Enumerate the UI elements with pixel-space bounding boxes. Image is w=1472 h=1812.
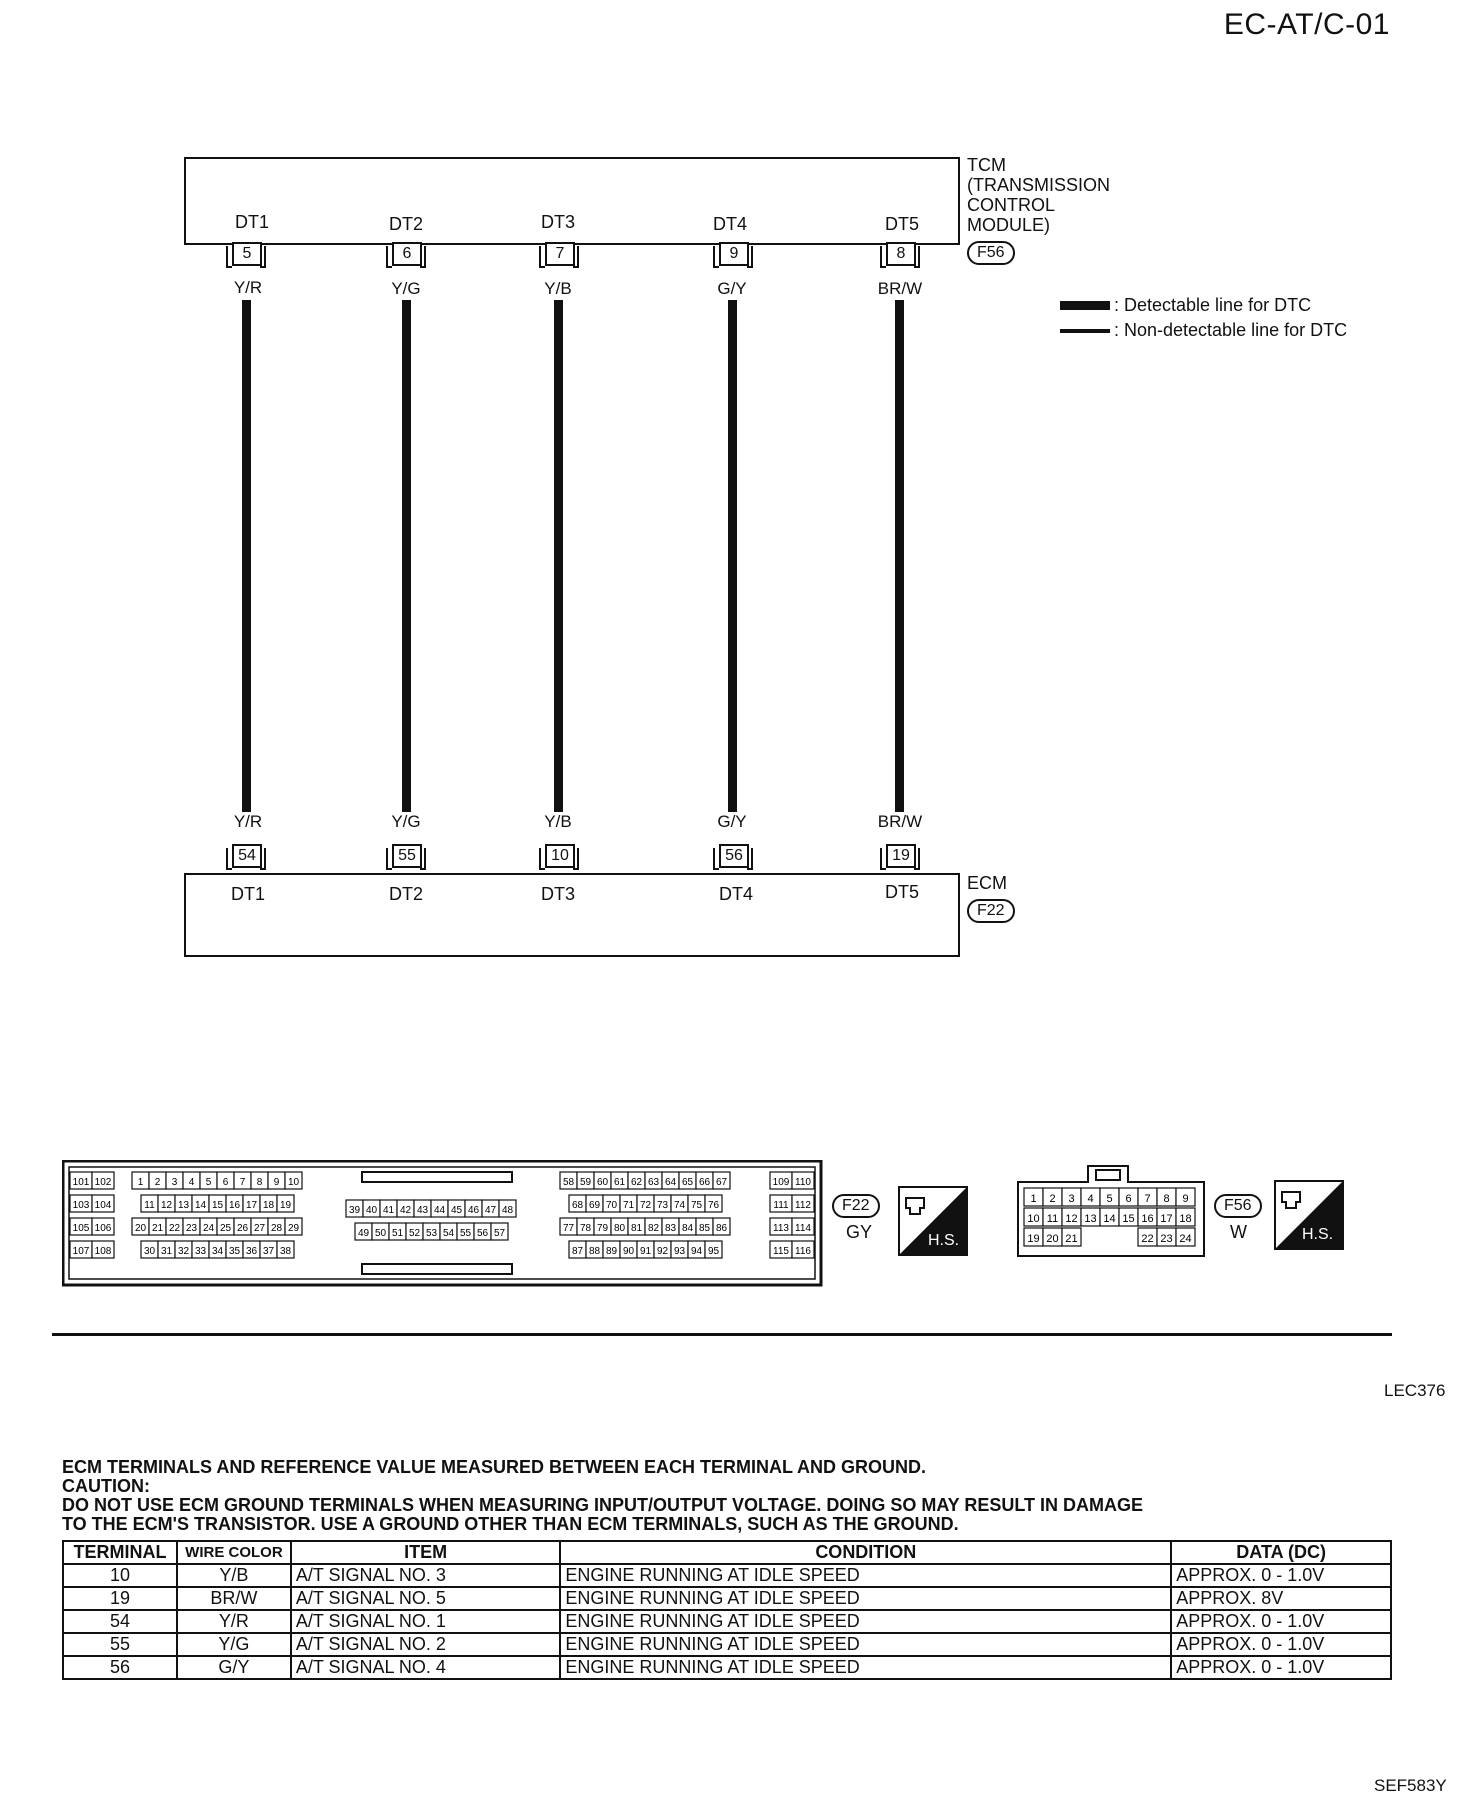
table-row bbox=[63, 1587, 1391, 1610]
tcm-label-line: MODULE) bbox=[967, 215, 1051, 235]
cavity-number: 70 bbox=[605, 1200, 618, 1211]
cavity-number: 8 bbox=[1163, 1193, 1170, 1205]
cavity-number: 26 bbox=[236, 1223, 249, 1234]
cavity-number: 110 bbox=[795, 1177, 811, 1188]
cell-terminal: 56 bbox=[63, 1656, 177, 1679]
terminal-number: 56 bbox=[719, 844, 749, 868]
figure-code-sef: SEF583Y bbox=[1374, 1776, 1447, 1795]
cavity-number: 4 bbox=[1087, 1193, 1094, 1205]
tcm-pin-name: DT4 bbox=[712, 214, 747, 234]
cavity-number: 24 bbox=[202, 1223, 215, 1234]
cavity-number: 67 bbox=[715, 1177, 728, 1188]
cavity-number: 103 bbox=[72, 1200, 90, 1211]
cavity-number: 88 bbox=[588, 1246, 601, 1257]
cell-item: A/T SIGNAL NO. 2 bbox=[291, 1633, 561, 1656]
cell-condition: ENGINE RUNNING AT IDLE SPEED bbox=[560, 1656, 1171, 1679]
cavity-number: 18 bbox=[262, 1200, 275, 1211]
cavity-number: 9 bbox=[273, 1177, 280, 1188]
cavity-number: 20 bbox=[134, 1223, 147, 1234]
cavity-number: 45 bbox=[450, 1205, 463, 1216]
tcm-connector-id: F56 bbox=[967, 241, 1015, 265]
tcm-label-line: CONTROL bbox=[967, 195, 1056, 215]
tcm-terminal bbox=[226, 242, 266, 268]
cavity-number: 2 bbox=[154, 1177, 161, 1188]
cavity-number: 59 bbox=[579, 1177, 592, 1188]
ecm-connector-face-diagram bbox=[62, 1160, 824, 1288]
cavity-number: 111 bbox=[773, 1200, 789, 1211]
wire-dt4 bbox=[728, 300, 737, 812]
f22-color: GY bbox=[846, 1222, 873, 1242]
notes-warning-2: TO THE ECM'S TRANSISTOR. USE A GROUND OTHER THAN ECM TERMINALS, SUCH AS THE GROUND. bbox=[62, 1514, 959, 1534]
cell-data: APPROX. 0 - 1.0V bbox=[1171, 1610, 1391, 1633]
cavity-number: 8 bbox=[256, 1177, 263, 1188]
f22-connector-id: F22 bbox=[832, 1194, 880, 1218]
terminal-number: 9 bbox=[719, 242, 749, 266]
cavity-number: 21 bbox=[1065, 1233, 1078, 1245]
cavity-number: 23 bbox=[1160, 1233, 1173, 1245]
cavity-number: 31 bbox=[160, 1246, 173, 1257]
wire-color-label: Y/R bbox=[233, 812, 263, 831]
ecm-terminal-table bbox=[62, 1540, 1392, 1680]
cavity-number: 3 bbox=[171, 1177, 178, 1188]
cavity-number: 86 bbox=[715, 1223, 728, 1234]
cavity-number: 25 bbox=[219, 1223, 232, 1234]
cavity-number: 22 bbox=[168, 1223, 181, 1234]
wire-dt3 bbox=[554, 300, 563, 812]
cavity-number: 10 bbox=[1027, 1213, 1040, 1225]
cavity-number: 23 bbox=[185, 1223, 198, 1234]
terminal-number: 7 bbox=[545, 242, 575, 266]
cavity-number: 12 bbox=[1065, 1213, 1078, 1225]
cavity-number: 5 bbox=[205, 1177, 212, 1188]
cell-wire-color: Y/B bbox=[177, 1564, 291, 1587]
terminal-number: 10 bbox=[545, 844, 575, 868]
tcm-terminal bbox=[880, 242, 920, 268]
cavity-number: 11 bbox=[1046, 1213, 1059, 1225]
tcm-terminal bbox=[539, 242, 579, 268]
wire-color-label: Y/G bbox=[391, 279, 421, 298]
wire-color-label: G/Y bbox=[717, 279, 747, 298]
cavity-number: 17 bbox=[1160, 1213, 1173, 1225]
cavity-number: 37 bbox=[262, 1246, 275, 1257]
terminal-number: 5 bbox=[232, 242, 262, 266]
cavity-number: 82 bbox=[647, 1223, 660, 1234]
cavity-number: 60 bbox=[596, 1177, 609, 1188]
cavity-number: 108 bbox=[94, 1246, 112, 1257]
legend-text: : Non-detectable line for DTC bbox=[1114, 320, 1348, 340]
cavity-number: 116 bbox=[795, 1246, 811, 1257]
cell-data: APPROX. 0 - 1.0V bbox=[1171, 1656, 1391, 1679]
cavity-number: 63 bbox=[647, 1177, 660, 1188]
cavity-number: 15 bbox=[211, 1200, 224, 1211]
wire-dt1 bbox=[242, 300, 251, 812]
cavity-number: 35 bbox=[228, 1246, 241, 1257]
cavity-number: 91 bbox=[639, 1246, 652, 1257]
cavity-number: 29 bbox=[287, 1223, 300, 1234]
cell-data: APPROX. 0 - 1.0V bbox=[1171, 1564, 1391, 1587]
tcm-pin-name: DT3 bbox=[540, 212, 575, 232]
header-item: ITEM bbox=[291, 1541, 561, 1564]
tcm-label-line: TCM bbox=[967, 155, 1006, 175]
cavity-number: 53 bbox=[425, 1228, 438, 1239]
cavity-number: 2 bbox=[1049, 1193, 1056, 1205]
cavity-number: 72 bbox=[639, 1200, 652, 1211]
wire-color-label: G/Y bbox=[717, 812, 747, 831]
cavity-number: 32 bbox=[177, 1246, 190, 1257]
cavity-number: 66 bbox=[698, 1177, 711, 1188]
cavity-number: 13 bbox=[177, 1200, 190, 1211]
cell-data: APPROX. 8V bbox=[1171, 1587, 1391, 1610]
cavity-number: 71 bbox=[622, 1200, 635, 1211]
cavity-number: 84 bbox=[681, 1223, 694, 1234]
cavity-number: 114 bbox=[795, 1223, 811, 1234]
header-wire-color: WIRE COLOR bbox=[177, 1541, 291, 1564]
f56-connector-id: F56 bbox=[1214, 1194, 1262, 1218]
cavity-number: 90 bbox=[622, 1246, 635, 1257]
legend-thin-line bbox=[1060, 329, 1110, 333]
tcm-label-line: (TRANSMISSION bbox=[967, 175, 1111, 195]
cavity-number: 3 bbox=[1068, 1193, 1075, 1205]
cavity-number: 47 bbox=[484, 1205, 497, 1216]
cavity-number: 107 bbox=[72, 1246, 90, 1257]
section-divider bbox=[52, 1333, 1392, 1336]
tcm-terminal bbox=[386, 242, 426, 268]
cell-condition: ENGINE RUNNING AT IDLE SPEED bbox=[560, 1587, 1171, 1610]
wire-dt5 bbox=[895, 300, 904, 812]
wire-color-label: BR/W bbox=[877, 812, 923, 831]
cavity-number: 20 bbox=[1046, 1233, 1059, 1245]
cavity-number: 9 bbox=[1182, 1193, 1189, 1205]
cell-condition: ENGINE RUNNING AT IDLE SPEED bbox=[560, 1633, 1171, 1656]
cavity-number: 48 bbox=[501, 1205, 514, 1216]
terminal-number: 54 bbox=[232, 844, 262, 868]
cavity-number: 11 bbox=[144, 1200, 155, 1211]
cavity-number: 16 bbox=[228, 1200, 241, 1211]
cavity-number: 28 bbox=[270, 1223, 283, 1234]
legend-text: : Detectable line for DTC bbox=[1114, 295, 1312, 315]
cavity-number: 79 bbox=[596, 1223, 609, 1234]
cavity-number: 95 bbox=[707, 1246, 720, 1257]
cavity-number: 44 bbox=[433, 1205, 446, 1216]
tcm-label bbox=[967, 155, 1110, 235]
f56-color: W bbox=[1230, 1222, 1247, 1242]
cavity-number: 101 bbox=[72, 1177, 90, 1188]
cavity-number: 42 bbox=[399, 1205, 412, 1216]
cell-terminal: 55 bbox=[63, 1633, 177, 1656]
ecm-pin-name: DT5 bbox=[884, 882, 919, 902]
cavity-number: 10 bbox=[287, 1177, 300, 1188]
notes-warning-1: DO NOT USE ECM GROUND TERMINALS WHEN MEASURING INPUT/OUTPUT VOLTAGE. DOING SO MAY RESULT IN DAMAGE bbox=[62, 1495, 1144, 1515]
ecm-pin-name: DT3 bbox=[540, 884, 575, 904]
cavity-number: 77 bbox=[562, 1223, 575, 1234]
terminal-number: 55 bbox=[392, 844, 422, 868]
cavity-number: 80 bbox=[613, 1223, 626, 1234]
f56-badge: H.S. bbox=[1302, 1226, 1334, 1243]
ecm-pin-name: DT4 bbox=[718, 884, 753, 904]
tcm-pin-name: DT1 bbox=[234, 212, 269, 232]
cavity-number: 112 bbox=[795, 1200, 811, 1211]
tcm-pin-name: DT5 bbox=[884, 214, 919, 234]
cavity-number: 6 bbox=[1125, 1193, 1132, 1205]
cavity-number: 115 bbox=[773, 1246, 789, 1257]
ecm-terminal bbox=[226, 844, 266, 870]
cell-item: A/T SIGNAL NO. 4 bbox=[291, 1656, 561, 1679]
legend-detectable bbox=[1060, 295, 1311, 316]
cavity-number: 73 bbox=[656, 1200, 669, 1211]
cavity-number: 83 bbox=[664, 1223, 677, 1234]
header-data-dc: DATA (DC) bbox=[1171, 1541, 1391, 1564]
cavity-number: 85 bbox=[698, 1223, 711, 1234]
cavity-number: 61 bbox=[613, 1177, 626, 1188]
cavity-number: 65 bbox=[681, 1177, 694, 1188]
wire-color-label: Y/B bbox=[544, 279, 572, 298]
cavity-number: 87 bbox=[571, 1246, 584, 1257]
table-row bbox=[63, 1610, 1391, 1633]
wire-color-label: Y/B bbox=[544, 812, 572, 831]
cavity-number: 14 bbox=[194, 1200, 207, 1211]
ecm-terminal bbox=[880, 844, 920, 870]
cavity-number: 57 bbox=[493, 1228, 506, 1239]
cell-data: APPROX. 0 - 1.0V bbox=[1171, 1633, 1391, 1656]
wire-color-label: Y/G bbox=[391, 812, 421, 831]
f22-badge: H.S. bbox=[928, 1232, 960, 1249]
table-header-row bbox=[63, 1541, 1391, 1564]
cavity-number: 50 bbox=[374, 1228, 387, 1239]
legend-thick-line bbox=[1060, 301, 1110, 310]
ecm-label: ECM bbox=[967, 873, 1007, 893]
cell-condition: ENGINE RUNNING AT IDLE SPEED bbox=[560, 1610, 1171, 1633]
cavity-number: 75 bbox=[690, 1200, 703, 1211]
cavity-number: 62 bbox=[630, 1177, 643, 1188]
cavity-number: 30 bbox=[143, 1246, 156, 1257]
table-row bbox=[63, 1656, 1391, 1679]
cavity-number: 109 bbox=[772, 1177, 790, 1188]
cell-item: A/T SIGNAL NO. 5 bbox=[291, 1587, 561, 1610]
table-row bbox=[63, 1564, 1391, 1587]
cavity-number: 58 bbox=[562, 1177, 575, 1188]
cavity-number: 1 bbox=[137, 1177, 144, 1188]
cavity-number: 21 bbox=[151, 1223, 164, 1234]
cavity-number: 18 bbox=[1179, 1213, 1192, 1225]
cavity-number: 19 bbox=[279, 1200, 292, 1211]
cavity-number: 43 bbox=[416, 1205, 429, 1216]
cavity-number: 74 bbox=[673, 1200, 686, 1211]
terminal-number: 6 bbox=[392, 242, 422, 266]
cavity-number: 104 bbox=[94, 1200, 112, 1211]
cavity-number: 49 bbox=[357, 1228, 370, 1239]
notes-caution: CAUTION: bbox=[62, 1476, 150, 1496]
cell-condition: ENGINE RUNNING AT IDLE SPEED bbox=[560, 1564, 1171, 1587]
cell-wire-color: G/Y bbox=[177, 1656, 291, 1679]
cavity-number: 54 bbox=[442, 1228, 455, 1239]
cavity-number: 16 bbox=[1141, 1213, 1154, 1225]
cavity-number: 14 bbox=[1103, 1213, 1116, 1225]
ecm-terminal bbox=[539, 844, 579, 870]
cavity-number: 33 bbox=[194, 1246, 207, 1257]
cavity-number: 69 bbox=[588, 1200, 601, 1211]
cavity-number: 15 bbox=[1122, 1213, 1135, 1225]
cell-item: A/T SIGNAL NO. 3 bbox=[291, 1564, 561, 1587]
cavity-number: 4 bbox=[188, 1177, 195, 1188]
cavity-number: 55 bbox=[459, 1228, 472, 1239]
cavity-number: 113 bbox=[773, 1223, 789, 1234]
terminal-number: 8 bbox=[886, 242, 916, 266]
cavity-number: 93 bbox=[673, 1246, 686, 1257]
ecm-pin-name: DT1 bbox=[230, 884, 265, 904]
cavity-number: 106 bbox=[94, 1223, 112, 1234]
tcm-connector-face-diagram bbox=[1016, 1158, 1206, 1258]
cavity-number: 27 bbox=[253, 1223, 266, 1234]
cell-wire-color: Y/R bbox=[177, 1610, 291, 1633]
wire-dt2 bbox=[402, 300, 411, 812]
cavity-number: 46 bbox=[467, 1205, 480, 1216]
cavity-number: 89 bbox=[605, 1246, 618, 1257]
cell-terminal: 10 bbox=[63, 1564, 177, 1587]
terminal-number: 19 bbox=[886, 844, 916, 868]
cavity-number: 6 bbox=[222, 1177, 229, 1188]
cavity-number: 22 bbox=[1141, 1233, 1154, 1245]
cavity-number: 19 bbox=[1027, 1233, 1040, 1245]
ecm-terminal bbox=[713, 844, 753, 870]
cavity-number: 94 bbox=[690, 1246, 703, 1257]
cavity-number: 78 bbox=[579, 1223, 592, 1234]
page-title: EC-AT/C-01 bbox=[1223, 8, 1390, 41]
cavity-number: 7 bbox=[1144, 1193, 1151, 1205]
cavity-number: 12 bbox=[160, 1200, 173, 1211]
cavity-number: 5 bbox=[1106, 1193, 1113, 1205]
wire-color-label: Y/R bbox=[233, 278, 263, 297]
cavity-number: 7 bbox=[239, 1177, 246, 1188]
cavity-number: 105 bbox=[72, 1223, 90, 1234]
header-terminal: TERMINAL bbox=[63, 1541, 177, 1564]
cell-item: A/T SIGNAL NO. 1 bbox=[291, 1610, 561, 1633]
cell-terminal: 54 bbox=[63, 1610, 177, 1633]
cavity-number: 38 bbox=[279, 1246, 292, 1257]
wire-color-label: BR/W bbox=[877, 279, 923, 298]
header-condition: CONDITION bbox=[560, 1541, 1171, 1564]
cavity-number: 36 bbox=[245, 1246, 258, 1257]
cavity-number: 92 bbox=[656, 1246, 669, 1257]
tcm-terminal bbox=[713, 242, 753, 268]
cavity-number: 52 bbox=[408, 1228, 421, 1239]
figure-code-lec: LEC376 bbox=[1384, 1381, 1446, 1400]
cell-wire-color: BR/W bbox=[177, 1587, 291, 1610]
cell-terminal: 19 bbox=[63, 1587, 177, 1610]
ecm-pin-name: DT2 bbox=[388, 884, 423, 904]
cavity-number: 39 bbox=[348, 1205, 361, 1216]
cavity-number: 76 bbox=[707, 1200, 720, 1211]
legend-non-detectable bbox=[1060, 320, 1347, 341]
tcm-pin-name: DT2 bbox=[388, 214, 423, 234]
cavity-number: 64 bbox=[664, 1177, 677, 1188]
cavity-number: 51 bbox=[391, 1228, 404, 1239]
ecm-connector-id: F22 bbox=[967, 899, 1015, 923]
cavity-number: 24 bbox=[1179, 1233, 1192, 1245]
cavity-number: 56 bbox=[476, 1228, 489, 1239]
cavity-number: 1 bbox=[1030, 1193, 1037, 1205]
cavity-number: 17 bbox=[245, 1200, 258, 1211]
cavity-number: 68 bbox=[571, 1200, 584, 1211]
notes-heading: ECM TERMINALS AND REFERENCE VALUE MEASURED BETWEEN EACH TERMINAL AND GROUND. bbox=[62, 1457, 927, 1477]
cell-wire-color: Y/G bbox=[177, 1633, 291, 1656]
cavity-number: 13 bbox=[1084, 1213, 1097, 1225]
ecm-terminal bbox=[386, 844, 426, 870]
table-row bbox=[63, 1633, 1391, 1656]
cavity-number: 81 bbox=[630, 1223, 643, 1234]
cavity-number: 41 bbox=[382, 1205, 395, 1216]
cavity-number: 40 bbox=[365, 1205, 378, 1216]
cavity-number: 34 bbox=[211, 1246, 224, 1257]
cavity-number: 102 bbox=[94, 1177, 112, 1188]
